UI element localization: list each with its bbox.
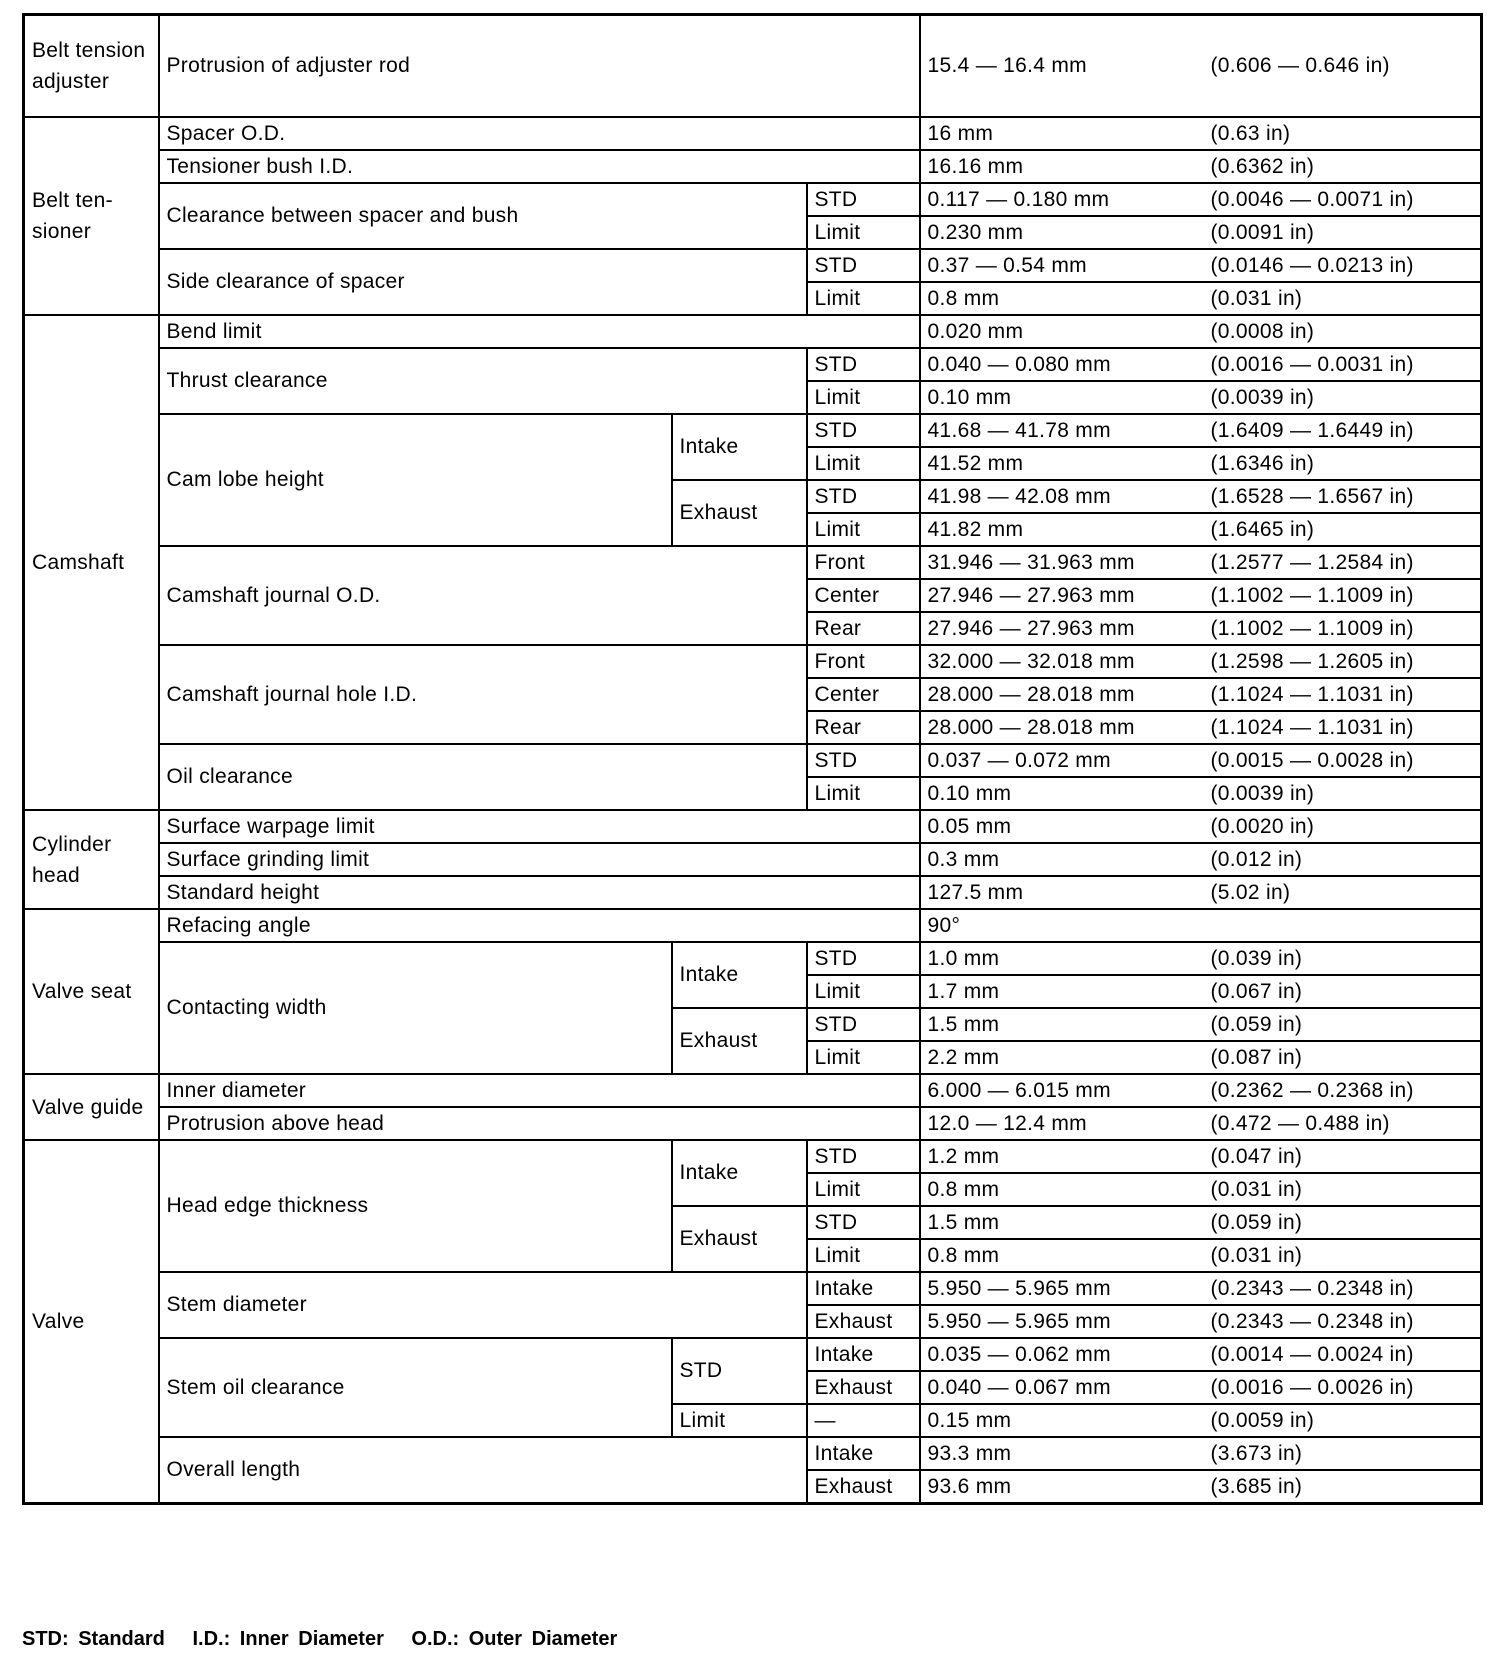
value-mm: 0.37 — 0.54 mm [920, 249, 1204, 282]
value-mm: 28.000 — 28.018 mm [920, 678, 1204, 711]
value-in: (0.0039 in) [1204, 381, 1482, 414]
condition-label: Limit [807, 1041, 920, 1074]
condition-label: STD [807, 942, 920, 975]
condition-label: Intake [807, 1272, 920, 1305]
value-mm: 15.4 — 16.4 mm [920, 15, 1204, 118]
value-mm: 16 mm [920, 117, 1204, 150]
group-label: Cylinder head [24, 810, 159, 909]
item-label: Tensioner bush I.D. [159, 150, 920, 183]
table-row [24, 348, 1482, 381]
value-in: (1.1024 — 1.1031 in) [1204, 678, 1482, 711]
value-in: (1.2577 — 1.2584 in) [1204, 546, 1482, 579]
value-mm: 0.15 mm [920, 1404, 1204, 1437]
value-mm: 90° [920, 909, 1482, 942]
condition-label: STD [807, 348, 920, 381]
item-label: Spacer O.D. [159, 117, 920, 150]
condition-label: Center [807, 678, 920, 711]
item-label: Surface grinding limit [159, 843, 920, 876]
value-mm: 0.040 — 0.080 mm [920, 348, 1204, 381]
table-row [24, 546, 1482, 579]
value-mm: 2.2 mm [920, 1041, 1204, 1074]
value-mm: 0.10 mm [920, 777, 1204, 810]
table-row [24, 150, 1482, 183]
condition-label: Front [807, 546, 920, 579]
item-label: Head edge thickness [159, 1140, 672, 1272]
item-label: Contacting width [159, 942, 672, 1074]
value-in: (0.472 — 0.488 in) [1204, 1107, 1482, 1140]
condition-label: Limit [807, 777, 920, 810]
table-row [24, 843, 1482, 876]
value-in: (0.0059 in) [1204, 1404, 1482, 1437]
value-mm: 28.000 — 28.018 mm [920, 711, 1204, 744]
value-in: (1.1024 — 1.1031 in) [1204, 711, 1482, 744]
value-mm: 32.000 — 32.018 mm [920, 645, 1204, 678]
condition-label: Rear [807, 612, 920, 645]
value-mm: 0.8 mm [920, 1173, 1204, 1206]
value-in: (0.039 in) [1204, 942, 1482, 975]
value-mm: 0.117 — 0.180 mm [920, 183, 1204, 216]
value-mm: 0.037 — 0.072 mm [920, 744, 1204, 777]
value-in: (0.0091 in) [1204, 216, 1482, 249]
value-in: (0.0016 — 0.0026 in) [1204, 1371, 1482, 1404]
table-row [24, 1140, 1482, 1173]
item-label: Thrust clearance [159, 348, 807, 414]
condition-label: STD [807, 1008, 920, 1041]
item-label: Protrusion of adjuster rod [159, 15, 920, 118]
group-label: Belt tension adjuster [24, 15, 159, 118]
value-in: (0.059 in) [1204, 1206, 1482, 1239]
value-in: (0.031 in) [1204, 1239, 1482, 1272]
value-mm: 1.7 mm [920, 975, 1204, 1008]
specification-table-body [24, 15, 1482, 1504]
value-mm: 41.52 mm [920, 447, 1204, 480]
item-label: Inner diameter [159, 1074, 920, 1107]
value-in: (1.6465 in) [1204, 513, 1482, 546]
table-row [24, 909, 1482, 942]
value-in: (0.0016 — 0.0031 in) [1204, 348, 1482, 381]
footnote-std: STD: Standard [22, 1628, 165, 1650]
item-label: Overall length [159, 1437, 807, 1504]
value-mm: 1.5 mm [920, 1008, 1204, 1041]
subgroup-label: STD [672, 1338, 807, 1404]
condition-label: — [807, 1404, 920, 1437]
subgroup-label: Intake [672, 942, 807, 1008]
subgroup-label: Intake [672, 1140, 807, 1206]
condition-label: Limit [807, 1239, 920, 1272]
subgroup-label: Exhaust [672, 1206, 807, 1272]
value-mm: 41.68 — 41.78 mm [920, 414, 1204, 447]
condition-label: Intake [807, 1338, 920, 1371]
value-mm: 93.6 mm [920, 1470, 1204, 1504]
value-in: (0.2343 — 0.2348 in) [1204, 1272, 1482, 1305]
value-in: (0.059 in) [1204, 1008, 1482, 1041]
group-label: Belt ten- sioner [24, 117, 159, 315]
table-row [24, 117, 1482, 150]
table-row [24, 744, 1482, 777]
item-label: Oil clearance [159, 744, 807, 810]
value-mm: 41.98 — 42.08 mm [920, 480, 1204, 513]
value-mm: 31.946 — 31.963 mm [920, 546, 1204, 579]
value-mm: 0.035 — 0.062 mm [920, 1338, 1204, 1371]
value-mm: 1.0 mm [920, 942, 1204, 975]
condition-label: Limit [807, 513, 920, 546]
value-in: (0.087 in) [1204, 1041, 1482, 1074]
value-in: (0.0146 — 0.0213 in) [1204, 249, 1482, 282]
condition-label: Limit [807, 381, 920, 414]
value-in: (0.0015 — 0.0028 in) [1204, 744, 1482, 777]
value-in: (3.685 in) [1204, 1470, 1482, 1504]
item-label: Camshaft journal hole I.D. [159, 645, 807, 744]
value-mm: 0.8 mm [920, 1239, 1204, 1272]
group-label: Valve seat [24, 909, 159, 1074]
subgroup-label: Limit [672, 1404, 807, 1437]
group-label: Valve guide [24, 1074, 159, 1140]
table-row [24, 249, 1482, 282]
value-mm: 93.3 mm [920, 1437, 1204, 1470]
value-in: (1.2598 — 1.2605 in) [1204, 645, 1482, 678]
value-mm: 0.05 mm [920, 810, 1204, 843]
value-mm: 0.230 mm [920, 216, 1204, 249]
value-in: (0.012 in) [1204, 843, 1482, 876]
value-mm: 127.5 mm [920, 876, 1204, 909]
value-mm: 0.3 mm [920, 843, 1204, 876]
value-mm: 1.5 mm [920, 1206, 1204, 1239]
value-mm: 0.10 mm [920, 381, 1204, 414]
item-label: Stem oil clearance [159, 1338, 672, 1437]
table-row [24, 414, 1482, 447]
condition-label: STD [807, 249, 920, 282]
value-mm: 5.950 — 5.965 mm [920, 1305, 1204, 1338]
table-row [24, 1272, 1482, 1305]
table-row [24, 1074, 1482, 1107]
table-row [24, 645, 1482, 678]
condition-label: Front [807, 645, 920, 678]
condition-label: Limit [807, 216, 920, 249]
value-in: (0.031 in) [1204, 282, 1482, 315]
value-in: (0.031 in) [1204, 1173, 1482, 1206]
value-in: (0.0046 — 0.0071 in) [1204, 183, 1482, 216]
value-mm: 12.0 — 12.4 mm [920, 1107, 1204, 1140]
value-mm: 16.16 mm [920, 150, 1204, 183]
value-in: (0.2362 — 0.2368 in) [1204, 1074, 1482, 1107]
value-in: (0.6362 in) [1204, 150, 1482, 183]
subgroup-label: Exhaust [672, 480, 807, 546]
subgroup-label: Intake [672, 414, 807, 480]
value-in: (1.1002 — 1.1009 in) [1204, 612, 1482, 645]
table-row [24, 15, 1482, 118]
condition-label: Limit [807, 447, 920, 480]
condition-label: Limit [807, 282, 920, 315]
value-mm: 6.000 — 6.015 mm [920, 1074, 1204, 1107]
condition-label: Limit [807, 975, 920, 1008]
value-in: (0.63 in) [1204, 117, 1482, 150]
value-in: (1.6346 in) [1204, 447, 1482, 480]
value-in: (1.1002 — 1.1009 in) [1204, 579, 1482, 612]
condition-label: STD [807, 183, 920, 216]
value-in: (0.2343 — 0.2348 in) [1204, 1305, 1482, 1338]
item-label: Refacing angle [159, 909, 920, 942]
item-label: Standard height [159, 876, 920, 909]
footnote-id: I.D.: Inner Diameter [192, 1628, 384, 1650]
condition-label: STD [807, 414, 920, 447]
value-mm: 5.950 — 5.965 mm [920, 1272, 1204, 1305]
value-in: (1.6409 — 1.6449 in) [1204, 414, 1482, 447]
group-label: Valve [24, 1140, 159, 1504]
table-row [24, 315, 1482, 348]
value-in: (0.0008 in) [1204, 315, 1482, 348]
table-row [24, 1338, 1482, 1371]
table-row [24, 1107, 1482, 1140]
value-in: (0.067 in) [1204, 975, 1482, 1008]
item-label: Protrusion above head [159, 1107, 920, 1140]
footnote [22, 1628, 635, 1651]
specification-table [22, 13, 1483, 1505]
condition-label: Limit [807, 1173, 920, 1206]
value-mm: 0.040 — 0.067 mm [920, 1371, 1204, 1404]
value-in: (0.0039 in) [1204, 777, 1482, 810]
group-label: Camshaft [24, 315, 159, 810]
condition-label: Exhaust [807, 1470, 920, 1504]
value-in: (0.606 — 0.646 in) [1204, 15, 1482, 118]
value-mm: 0.8 mm [920, 282, 1204, 315]
condition-label: Exhaust [807, 1305, 920, 1338]
item-label: Bend limit [159, 315, 920, 348]
condition-label: Exhaust [807, 1371, 920, 1404]
condition-label: Center [807, 579, 920, 612]
value-mm: 27.946 — 27.963 mm [920, 579, 1204, 612]
value-mm: 0.020 mm [920, 315, 1204, 348]
condition-label: STD [807, 480, 920, 513]
condition-label: STD [807, 1206, 920, 1239]
table-row [24, 876, 1482, 909]
item-label: Clearance between spacer and bush [159, 183, 807, 249]
table-row [24, 810, 1482, 843]
condition-label: Rear [807, 711, 920, 744]
table-row [24, 1437, 1482, 1470]
value-in: (1.6528 — 1.6567 in) [1204, 480, 1482, 513]
item-label: Cam lobe height [159, 414, 672, 546]
value-mm: 1.2 mm [920, 1140, 1204, 1173]
table-row [24, 942, 1482, 975]
condition-label: Intake [807, 1437, 920, 1470]
table-row [24, 183, 1482, 216]
item-label: Side clearance of spacer [159, 249, 807, 315]
footnote-od: O.D.: Outer Diameter [411, 1628, 618, 1650]
value-mm: 41.82 mm [920, 513, 1204, 546]
condition-label: STD [807, 744, 920, 777]
value-in: (3.673 in) [1204, 1437, 1482, 1470]
value-in: (0.0020 in) [1204, 810, 1482, 843]
item-label: Stem diameter [159, 1272, 807, 1338]
value-in: (0.0014 — 0.0024 in) [1204, 1338, 1482, 1371]
value-in: (0.047 in) [1204, 1140, 1482, 1173]
item-label: Surface warpage limit [159, 810, 920, 843]
item-label: Camshaft journal O.D. [159, 546, 807, 645]
subgroup-label: Exhaust [672, 1008, 807, 1074]
value-mm: 27.946 — 27.963 mm [920, 612, 1204, 645]
condition-label: STD [807, 1140, 920, 1173]
value-in: (5.02 in) [1204, 876, 1482, 909]
